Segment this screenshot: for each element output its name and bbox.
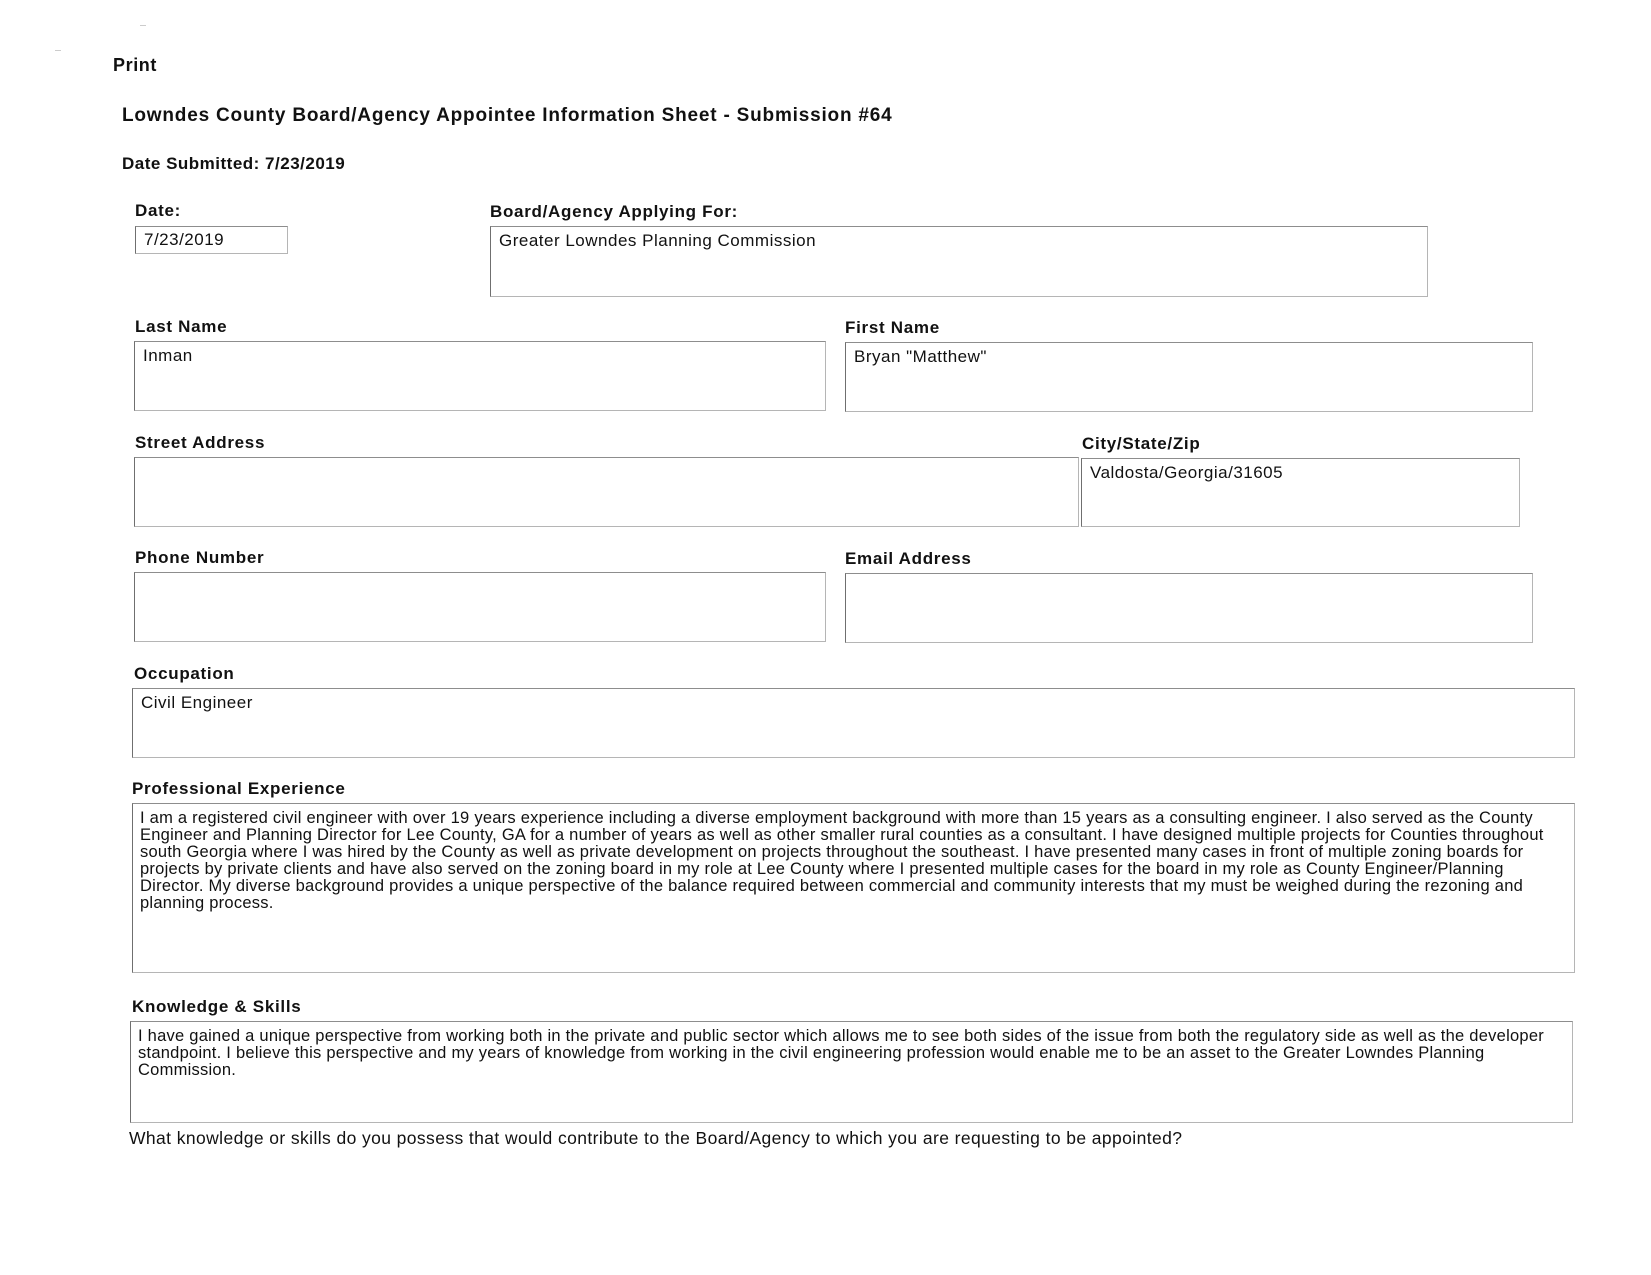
occupation-field[interactable] [132,688,1575,758]
email-label: Email Address [845,549,972,568]
email-field[interactable] [845,573,1533,643]
scan-speck [140,25,146,26]
scan-speck [55,50,61,51]
city-state-zip-value: Valdosta/Georgia/31605 [1090,463,1284,482]
skills-label: Knowledge & Skills [132,997,302,1016]
experience-label: Professional Experience [132,779,346,798]
last-name-label: Last Name [135,317,228,336]
city-state-zip-field[interactable] [1081,458,1520,527]
date-value: 7/23/2019 [144,230,225,249]
skills-question: What knowledge or skills do you possess that would contribute to the Board/Agency to which you are requesting to be appointed? [129,1128,1183,1148]
board-field[interactable] [490,226,1428,297]
print-link[interactable]: Print [113,55,158,75]
page-title: Lowndes County Board/Agency Appointee Information Sheet - Submission #64 [122,105,893,126]
board-value: Greater Lowndes Planning Commission [499,231,817,250]
occupation-value: Civil Engineer [141,693,253,712]
last-name-field[interactable] [134,341,826,411]
first-name-value: Bryan "Matthew" [854,347,987,366]
skills-value: I have gained a unique perspective from working both in the private and public sector which allows me to see both sides of the issue from both the regulatory side as well as the developer standpoint. I believe this perspective and my years of knowledge from working in the civil engineering profession would enable me to be an asset to the Greater Lowndes Planning Commission. [138,1027,1545,1079]
experience-value: I am a registered civil engineer with over 19 years experience including a diverse employment background with more than 15 years as a consulting engineer. I also served as the County Engineer and Planning Director for Lee County, GA for a number of years as well as other smaller rural counties as a consultant. I have designed multiple projects for Counties throughout south Georgia where I was hired by the County as well as private development on projects throughout the southeast. I have presented many cases in front of multiple zoning boards for projects by private clients and have also served on the zoning board in my role at Lee County where I presented multiple cases for the board in my role as County Engineer/Planning Director. My diverse background provides a unique perspective of the balance required between commercial and community interests that my must be weighed during the rezoning and planning process. [140,809,1544,912]
date-label: Date: [135,201,182,220]
occupation-label: Occupation [134,664,235,683]
phone-field[interactable] [134,572,826,642]
board-label: Board/Agency Applying For: [490,202,739,221]
skills-field[interactable] [130,1021,1573,1123]
street-address-field[interactable] [134,457,1079,527]
phone-label: Phone Number [135,548,265,567]
date-submitted: Date Submitted: 7/23/2019 [122,154,346,173]
last-name-value: Inman [143,346,193,365]
date-field[interactable] [135,226,288,254]
first-name-field[interactable] [845,342,1533,412]
experience-field[interactable] [132,803,1575,973]
city-state-zip-label: City/State/Zip [1082,434,1201,453]
street-address-label: Street Address [135,433,266,452]
first-name-label: First Name [845,318,940,337]
